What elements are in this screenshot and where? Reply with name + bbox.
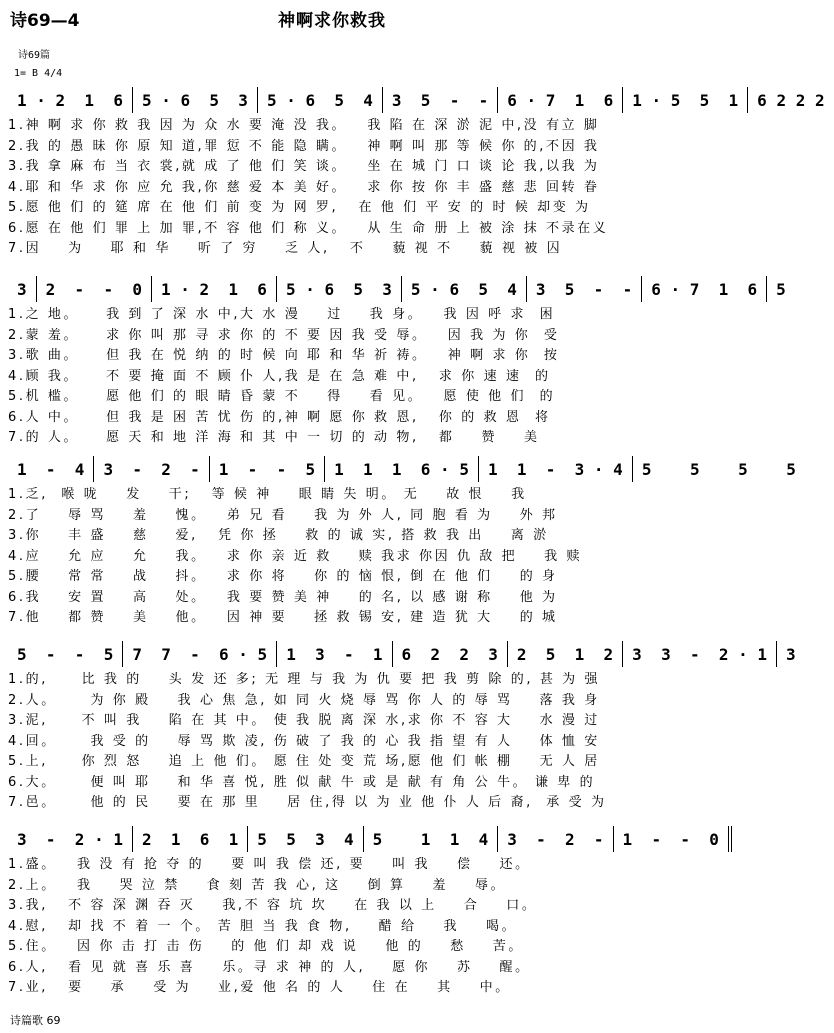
measure — [507, 641, 622, 667]
verse-line: 7.他 都 赞 美 他。 因 神 要 拯 救 锡 安, 建 造 犹 大 的 城 — [8, 610, 558, 625]
score-system — [8, 640, 796, 814]
measure-notes: 3 — [17, 279, 27, 299]
verse-line: 3.我, 不 容 深 渊 吞 灭 我,不 容 坑 坎 在 我 以 上 合 口。 — [8, 898, 538, 913]
measure-notes: 2 5 1 2 — [516, 644, 614, 664]
measure-notes: 5 · 6 5 3 — [285, 279, 392, 299]
measure — [36, 276, 151, 302]
measure — [641, 276, 766, 302]
measure-notes: 3 - 2 · 1 — [17, 829, 123, 849]
measure — [324, 456, 478, 482]
verse-line: 5.腰 常 常 战 抖。 求 你 将 你 的 恼 恨, 倒 在 他 们 的 身 — [8, 569, 558, 584]
lyrics-block — [8, 855, 724, 999]
verse-line: 4.慰, 却 找 不 着 一 个。 苦 胆 当 我 食 物, 醋 给 我 喝。 — [8, 918, 518, 934]
verse-line: 3.歌 曲。 但 我 在 悦 纳 的 时 候 向 耶 和 华 祈 祷。 神 啊 求 你 按 — [8, 348, 560, 363]
measure — [209, 456, 324, 482]
measure-notes: 1 3 - 1 — [286, 644, 383, 664]
verse-line: 2.人。 为 你 殿 我 心 焦 急, 如 同 火 烧 辱 骂 你 人 的 辱 骂 落 我 身 — [8, 692, 600, 708]
verse-line: 2.上。 我 哭 泣 禁 食 刻 苦 我 心, 这 倒 算 羞 辱。 — [8, 877, 507, 893]
verse-line: 5.上, 你 烈 怒 追 上 他 们。 愿 住 处 变 荒 场,愿 他 们 帐 棚 无 人 居 — [8, 754, 600, 769]
verse-line: 4.耶 和 华 求 你 应 允 我,你 慈 爱 本 美 好。 求 你 按 你 丰 盛 慈 悲 回转 眷 — [8, 179, 600, 195]
key-signature: 1= B 4/4 — [14, 68, 63, 79]
measure — [632, 456, 805, 482]
measure-notes: 5 5 3 4 — [257, 829, 354, 849]
verse-line: 2.蒙 羞。 求 你 叫 那 寻 求 你 的 不 要 因 我 受 辱。 因 我 为 你 受 — [8, 327, 560, 343]
score-system — [8, 455, 796, 629]
verse-line: 3.泥, 不 叫 我 陷 在 其 中。 使 我 脱 离 深 水,求 你 不 容 大 水 漫 过 — [8, 713, 600, 728]
measure — [247, 826, 362, 852]
measure — [8, 641, 122, 667]
measure — [776, 641, 805, 667]
measure — [122, 641, 276, 667]
lyrics-block — [8, 485, 724, 629]
measure-notes: 6 2 2 3 — [401, 644, 498, 664]
measure — [382, 87, 497, 113]
measure-notes: 5 5 5 5 — [641, 459, 796, 479]
measure — [478, 456, 632, 482]
verse-line: 5.机 槛。 愿 他 们 的 眼 睛 昏 蒙 不 得 看 见。 愿 使 他 们 的 — [8, 389, 556, 404]
verse-line: 7.邑。 他 的 民 要 在 那 里 居 住,得 以 为 业 他 仆 人 后 裔, 承 受 为 — [8, 795, 607, 810]
score-system — [8, 825, 724, 999]
notation-line — [8, 86, 825, 114]
verse-line: 1.之 地。 我 到 了 深 水 中,大 水 漫 过 我 身。 我 因 呼 求 困 — [8, 307, 556, 322]
song-number: 诗69—4 — [10, 11, 80, 31]
measure-notes: 1 · 5 5 1 — [632, 90, 739, 110]
measure-notes: 5 · 6 5 4 — [410, 279, 517, 299]
measure — [747, 87, 833, 113]
measure-notes: 3 — [786, 644, 796, 664]
verse-line: 1.的, 比 我 的 头 发 还 多; 无 理 与 我 为 仇 要 把 我 剪 除 的, 甚 为 强 — [8, 672, 601, 687]
verse-line: 4.应 允 应 允 我。 求 你 亲 近 救 赎 我求 你因 仇 敌 把 我 赎 — [8, 548, 583, 564]
measure — [613, 826, 732, 852]
measure — [622, 87, 747, 113]
measure-notes: 3 5 - - — [391, 90, 489, 110]
song-title: 神啊求你救我 — [278, 11, 386, 31]
verse-line: 1.盛。 我 没 有 抢 夺 的 要 叫 我 偿 还, 要 叫 我 偿 还。 — [8, 857, 531, 872]
verse-line: 5.住。 因 你 击 打 击 伤 的 他 们 却 戏 说 他 的 愁 苦。 — [8, 939, 524, 954]
verse-line: 6.人 中。 但 我 是 困 苦 忧 伤 的,神 啊 愿 你 救 恩, 你 的 救 恩 将 — [8, 409, 551, 425]
measure — [8, 87, 132, 113]
measure-notes: 1 1 - 3 · 4 — [487, 459, 623, 479]
verse-line: 1.乏, 喉 咙 发 干; 等 候 神 眼 睛 失 明。 无 故 恨 我 — [8, 487, 527, 502]
verse-line: 2.我 的 愚 昧 你 原 知 道,罪 愆 不 能 隐 瞒。 神 啊 叫 那 等 候 你 的,不因 我 — [8, 138, 600, 154]
verse-line: 4.回。 我 受 的 辱 骂 欺 凌, 伤 破 了 我 的 心 我 指 望 有 人 体 恤 安 — [8, 733, 600, 749]
verse-line: 6.人, 看 见 就 喜 乐 喜 乐。寻 求 神 的 人, 愿 你 苏 醒。 — [8, 959, 531, 975]
measure-notes: 1 - 4 — [17, 459, 85, 479]
measure-notes: 6 2 2 2 — [757, 90, 825, 110]
score-system — [8, 275, 786, 449]
measure-notes: 5 · 6 5 4 — [266, 90, 373, 110]
measure — [257, 87, 382, 113]
psalm-label: 诗69篇 — [18, 50, 51, 61]
measure-notes: 1 · 2 1 6 — [17, 90, 123, 110]
measure-notes: 5 — [776, 279, 786, 299]
verse-line: 5.愿 他 们 的 筵 席 在 他 们 前 变 为 网 罗, 在 他 们 平 安 的 时 候 却变 为 — [8, 200, 591, 215]
verse-line: 3.我 拿 麻 布 当 衣 裳,就 成 了 他 们 笑 谈。 坐 在 城 门 口 谈 论 我,以我 为 — [8, 159, 600, 174]
measure — [766, 276, 795, 302]
measure — [276, 641, 391, 667]
measure — [276, 276, 401, 302]
verse-line: 3.你 丰 盛 慈 爱, 凭 你 拯 救 的 诚 实, 搭 救 我 出 离 淤 — [8, 528, 549, 543]
measure — [497, 826, 612, 852]
measure-notes: 6 · 7 1 6 — [507, 90, 614, 110]
verse-line: 7.业, 要 承 受 为 业,爱 他 名 的 人 住 在 其 中。 — [8, 980, 511, 995]
measure — [363, 826, 498, 852]
measure — [132, 87, 257, 113]
measure-notes: 3 3 - 2 · 1 — [632, 644, 768, 664]
measure — [401, 276, 526, 302]
page-footer: 诗篇歌 69 — [10, 1014, 61, 1027]
measure — [8, 276, 36, 302]
measure-notes: 5 1 1 4 — [372, 829, 489, 849]
measure-notes: 2 - - 0 — [45, 279, 142, 299]
verse-line: 6.大。 便 叫 耶 和 华 喜 悦, 胜 似 献 牛 或 是 献 有 角 公 牛。 谦 卑 的 — [8, 774, 596, 790]
measure — [392, 641, 507, 667]
lyrics-block — [8, 116, 724, 260]
measure — [132, 826, 247, 852]
verse-line: 6.愿 在 他 们 罪 上 加 罪,不 容 他 们 称 义。 从 生 命 册 上 被 涂 抹 不录在义 — [8, 220, 609, 236]
measure-notes: 3 - 2 - — [103, 459, 200, 479]
notation-line — [8, 640, 796, 668]
verse-line: 7.的 人。 愿 天 和 地 洋 海 和 其 中 一 切 的 动 物, 都 赞 美 — [8, 430, 540, 445]
lyrics-block — [8, 305, 724, 449]
verse-line: 7.因 为 耶 和 华 听 了 穷 乏 人, 不 藐 视 不 藐 视 被 囚 — [8, 241, 563, 256]
measure-notes: 5 · 6 5 3 — [141, 90, 248, 110]
measure — [151, 276, 276, 302]
verse-line: 4.顾 我。 不 要 掩 面 不 顾 仆 人,我 是 在 急 难 中, 求 你 速 速 的 — [8, 368, 551, 384]
lyrics-block — [8, 670, 724, 814]
measure-notes: 7 7 - 6 · 5 — [132, 644, 268, 664]
verse-line: 1.神 啊 求 你 救 我 因 为 众 水 要 淹 没 我。 我 陷 在 深 淤 泥 中,没 有立 脚 — [8, 118, 600, 133]
measure-notes: 1 - - 5 — [218, 459, 316, 479]
measure — [622, 641, 776, 667]
notation-line — [8, 275, 786, 303]
measure — [8, 456, 93, 482]
measure-notes: 3 - 2 - — [507, 829, 604, 849]
measure-notes: 5 - - 5 — [17, 644, 114, 664]
measure — [497, 87, 622, 113]
verse-line: 6.我 安 置 高 处。 我 要 赞 美 神 的 名, 以 感 谢 称 他 为 — [8, 589, 558, 605]
measure — [93, 456, 208, 482]
measure-notes: 1 · 2 1 6 — [160, 279, 267, 299]
notation-line — [8, 825, 724, 853]
measure-notes: 2 1 6 1 — [141, 829, 239, 849]
notation-line — [8, 455, 796, 483]
measure-notes: 6 · 7 1 6 — [651, 279, 758, 299]
measure — [526, 276, 641, 302]
measure-notes: 1 1 1 6 · 5 — [334, 459, 469, 479]
measure-notes: 3 5 - - — [535, 279, 633, 299]
score-system — [8, 86, 825, 260]
verse-line: 2.了 辱 骂 羞 愧。 弟 兄 看 我 为 外 人, 同 胞 看 为 外 邦 — [8, 507, 558, 523]
measure-notes: 1 - - 0 — [622, 829, 719, 849]
measure — [8, 826, 132, 852]
